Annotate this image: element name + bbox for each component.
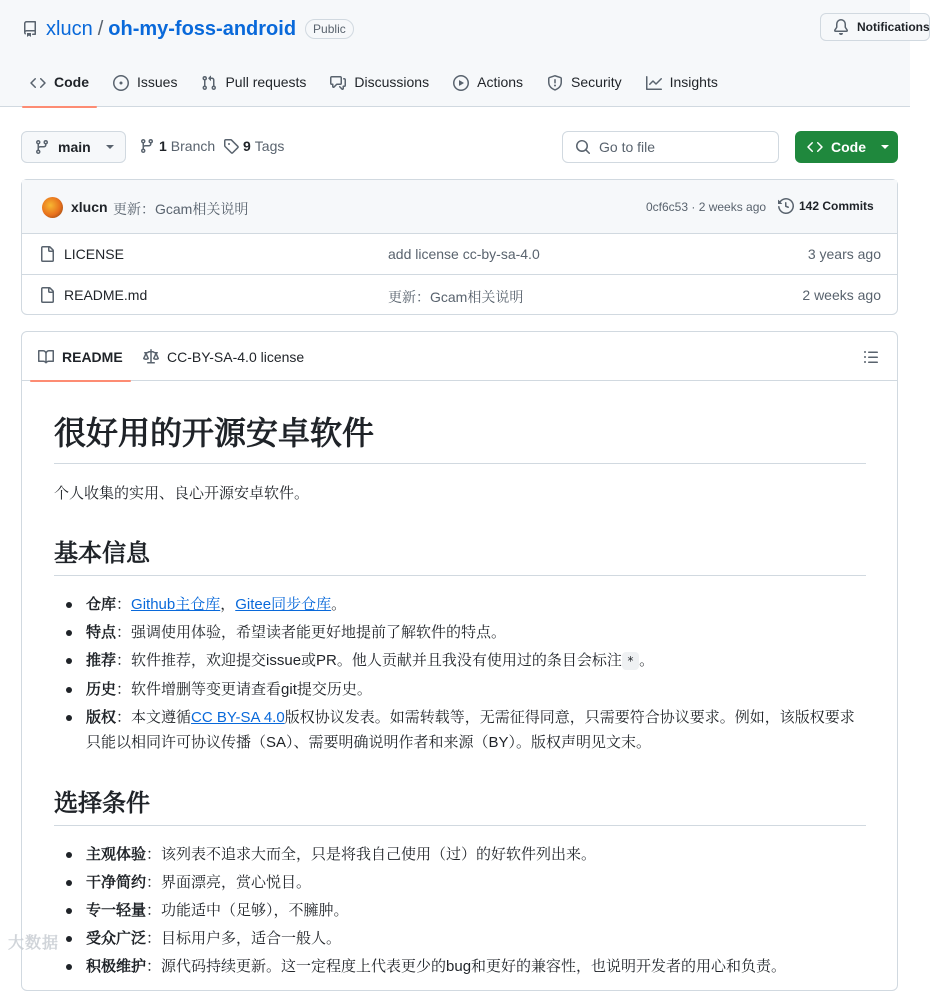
section-heading: 选择条件 (54, 789, 866, 826)
tab-actions-label: Actions (477, 74, 524, 90)
repo-owner-link[interactable]: xlucn (46, 17, 93, 40)
list-item (86, 620, 866, 645)
table-row[interactable] (22, 234, 897, 275)
item-text: ：源代码持续更新。这一定程度上代表更少的bug和更好的兼容性，也说明开发者的用心和负责。 (146, 958, 787, 975)
tab-discussions[interactable] (322, 62, 437, 107)
tab-issues-label: Issues (137, 74, 178, 90)
item-text: 版权协议发表。如需转载等，无需征得同意，只需要符合协议要求。例如，该版权要求只能以相同许可协议传播（SA）、需要明确说明作者和来源（BY）。版权声明见文末。 (86, 709, 855, 751)
list-item (86, 842, 866, 867)
file-icon (39, 287, 55, 303)
code-button[interactable] (795, 131, 898, 163)
file-age: 3 years ago (807, 246, 881, 262)
tab-actions[interactable] (445, 62, 531, 107)
file-table (21, 179, 898, 315)
git-branch-icon (34, 139, 50, 155)
readme-content (54, 381, 866, 982)
commits-count: 142 Commits (799, 199, 874, 213)
law-icon (143, 349, 159, 365)
item-text: ， (220, 596, 236, 613)
tab-issues[interactable] (105, 62, 185, 107)
tab-code[interactable] (22, 62, 97, 107)
caret-down-icon (880, 144, 890, 150)
item-label: 受众广泛 (86, 930, 147, 947)
tab-pull-requests-label: Pull requests (225, 74, 307, 90)
go-to-file-placeholder: Go to file (599, 139, 656, 155)
shield-icon (547, 75, 563, 91)
code-icon (807, 139, 823, 155)
commits-history-link[interactable] (778, 198, 874, 214)
item-label: 干净简约 (86, 874, 147, 891)
avatar[interactable] (42, 197, 63, 218)
item-text: ：软件推荐，欢迎提交issue或PR。他人贡献并且我没有使用过的条目会标注 (116, 652, 622, 669)
item-label: 仓库 (86, 596, 117, 613)
repo-tabs (22, 62, 734, 107)
tab-license[interactable] (135, 332, 312, 381)
file-commit-message[interactable]: add license cc-by-sa-4.0 (388, 246, 540, 262)
section-heading: 基本信息 (54, 539, 866, 576)
item-text: ：本文遵循 (116, 709, 192, 726)
item-label: 积极维护 (86, 958, 147, 975)
criteria-list (54, 842, 866, 979)
item-label: 专一轻量 (86, 902, 147, 919)
tab-security-label: Security (571, 74, 622, 90)
tab-readme-label: README (62, 348, 123, 365)
tab-pull-requests[interactable] (193, 62, 314, 107)
readme-intro: 个人收集的实用、良心开源安卓软件。 (54, 485, 310, 502)
tags-link[interactable] (223, 138, 284, 154)
discussion-icon (330, 75, 346, 91)
repo-path-separator: / (97, 17, 104, 40)
readme-title: 很好用的开源安卓软件 (54, 413, 866, 464)
list-unordered-icon[interactable] (863, 349, 879, 365)
branches-link[interactable] (139, 138, 215, 154)
tab-code-label: Code (54, 74, 89, 90)
github-repo-link[interactable]: Github主仓库 (131, 596, 221, 613)
repo-name-link[interactable]: oh-my-foss-android (108, 17, 297, 40)
watermark: 大数据 (8, 935, 60, 952)
item-label: 版权 (86, 709, 117, 726)
file-navigation (21, 130, 898, 163)
notifications-button[interactable] (820, 13, 930, 41)
code-icon (30, 75, 46, 91)
inline-code: * (622, 652, 639, 670)
tab-insights[interactable] (638, 62, 726, 107)
item-text: ：功能适中（足够），不臃肿。 (146, 902, 349, 919)
tab-security[interactable] (539, 62, 630, 107)
list-item (86, 677, 866, 702)
tab-discussions-label: Discussions (354, 74, 430, 90)
latest-commit-row (22, 180, 897, 234)
item-label: 特点 (86, 624, 117, 641)
list-item (86, 954, 866, 979)
list-item (86, 870, 866, 895)
branches-label: Branch (170, 138, 216, 154)
issue-icon (113, 75, 129, 91)
history-icon (778, 198, 794, 214)
branches-count: 1 (159, 138, 167, 154)
file-commit-message[interactable]: 更新：Gcam相关说明 (388, 289, 524, 305)
repo-header (0, 0, 930, 107)
git-branch-icon (139, 138, 155, 154)
item-text: ：界面漂亮，赏心悦目。 (146, 874, 312, 891)
item-text: 。 (639, 652, 655, 669)
repo-icon (22, 21, 38, 37)
item-text: ：软件增删等变更请查看git提交历史。 (116, 681, 372, 698)
go-to-file-input[interactable] (562, 131, 779, 163)
bell-icon (833, 19, 849, 35)
tags-count: 9 (243, 138, 251, 154)
file-name-link[interactable]: LICENSE (64, 246, 124, 262)
commit-message-link[interactable]: 更新：Gcam相关说明 (113, 201, 249, 217)
book-icon (38, 349, 54, 365)
table-row[interactable] (22, 275, 897, 316)
repo-title-row (22, 16, 354, 42)
file-icon (39, 246, 55, 262)
tab-readme[interactable] (30, 332, 131, 381)
gitee-repo-link[interactable]: Gitee同步仓库 (235, 596, 332, 613)
pull-request-icon (201, 75, 217, 91)
item-label: 推荐 (86, 652, 117, 669)
readme-panel (21, 331, 898, 991)
list-item (86, 648, 866, 674)
file-name-link[interactable]: README.md (64, 287, 148, 303)
caret-down-icon (105, 144, 115, 150)
basic-info-list (54, 592, 866, 755)
visibility-badge: Public (305, 19, 354, 39)
item-text: ：目标用户多，适合一般人。 (146, 930, 342, 947)
tags-label: Tags (254, 138, 285, 154)
search-icon (575, 139, 591, 155)
item-text: ： (116, 596, 132, 613)
file-age: 2 weeks ago (802, 287, 881, 303)
list-item (86, 592, 866, 617)
tab-license-label: CC-BY-SA-4.0 license (167, 348, 305, 365)
list-item (86, 926, 866, 951)
list-item (86, 705, 866, 755)
code-button-label: Code (831, 139, 866, 155)
play-icon (453, 75, 469, 91)
item-text: ：强调使用体验，希望读者能更好地提前了解软件的特点。 (116, 624, 507, 641)
commit-hash-time[interactable]: 0cf6c53 · 2 weeks ago (646, 200, 767, 214)
graph-icon (646, 75, 662, 91)
list-item (86, 898, 866, 923)
item-label: 历史 (86, 681, 117, 698)
commit-author-link[interactable]: xlucn (71, 199, 108, 215)
readme-tabs (22, 332, 897, 381)
branch-name: main (58, 139, 91, 155)
tag-icon (223, 138, 239, 154)
item-label: 主观体验 (86, 846, 147, 863)
license-link[interactable]: CC BY-SA 4.0 (191, 709, 285, 726)
item-text: ：该列表不追求大而全，只是将我自己使用（过）的好软件列出来。 (146, 846, 597, 863)
item-text: 。 (331, 596, 347, 613)
tab-insights-label: Insights (669, 74, 718, 90)
branch-select-button[interactable] (21, 131, 126, 163)
notifications-label: Notifications (857, 20, 930, 34)
